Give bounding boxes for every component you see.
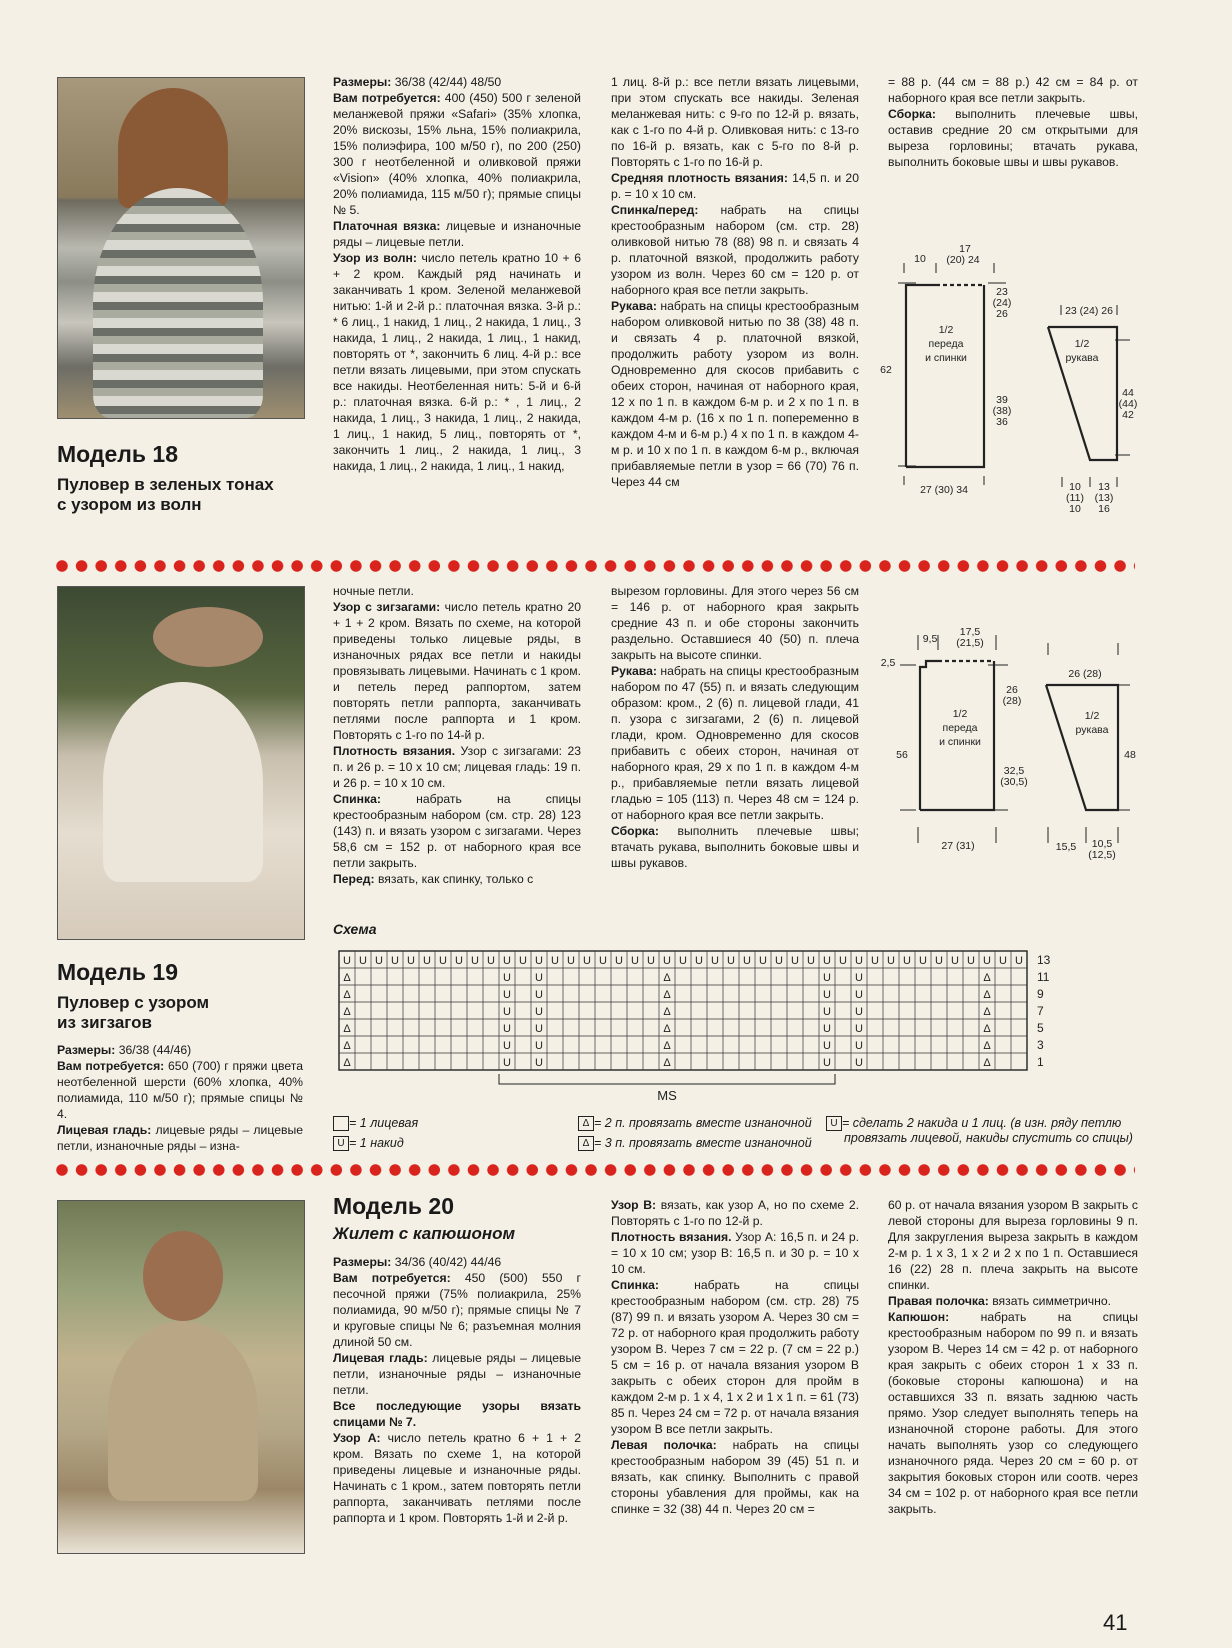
model18-pattern-diagram — [878, 245, 1138, 520]
chart-symbol-decrease: Δ — [983, 1023, 991, 1035]
chart-row-number: 13 — [1037, 953, 1051, 967]
chart-symbol-double-yo: U — [599, 955, 607, 967]
chart-symbol-double-yo: U — [487, 955, 495, 967]
schema-label: Схема — [333, 921, 377, 937]
paragraph-text: Узор А: 16,5 п. и 24 р. = 10 х 10 см; узор В: 16,5 п. и 30 р. = 10 х 10 см. — [611, 1230, 859, 1276]
paragraph-heading: Узор В: — [611, 1198, 657, 1212]
paragraph-text: 60 р. от начала вязания узором В закрыть с левой стороны для выреза горловины 9 п. Для закругления выреза закрыть в каждом 2-м р. 1 х 3, 1 х 2 и 2 х по 1 п. Оставшиеся 16 (22) 28 п. плеча закрыть на высоте спинки. — [888, 1198, 1138, 1292]
model19-subtitle-line2: из зигзагов — [57, 1013, 152, 1032]
paragraph — [611, 1229, 859, 1277]
chart-symbol-yarn-over: U — [535, 1023, 543, 1035]
chart-symbol-yarn-over: U — [535, 972, 543, 984]
d18-sleeve-l2: рукава — [1065, 352, 1099, 364]
d18-rb3: 36 — [996, 416, 1008, 428]
legend-yo: U = 1 накид — [333, 1136, 404, 1151]
model19-text-col1 — [333, 583, 581, 887]
d18-rb1: 39 — [996, 394, 1008, 406]
d18-rb2: (38) — [992, 405, 1012, 417]
chart-symbol-double-yo: U — [839, 955, 847, 967]
paragraph — [333, 791, 581, 871]
paragraph-heading: Капюшон: — [888, 1310, 950, 1324]
chart-symbol-yarn-over: U — [855, 1006, 863, 1018]
chart-symbol-double-yo: U — [711, 955, 719, 967]
paragraph-heading: Вам потребуется: — [333, 1271, 451, 1285]
d19-notch: 2,5 — [880, 657, 896, 669]
chart-symbol-decrease: Δ — [343, 1057, 351, 1069]
model18-subtitle-line2: с узором из волн — [57, 495, 202, 514]
paragraph-text: ночные петли. — [333, 584, 414, 598]
paragraph — [333, 218, 581, 250]
paragraph-text: выполнить плечевые швы; втачать рукава, выполнить боковые швы и швы рукавов. — [611, 824, 859, 870]
d18-rt1: 23 — [996, 286, 1008, 298]
model18-text-col2 — [611, 74, 859, 490]
paragraph-text: число петель кратно 6 + 1 + 2 кром. Вязать по схеме 1, на которой приведены лицевые и изнаночные ряды. Начинать с 1 кром., затем повторять петли раппорта, заканчивать петлями после раппорта и 1 кром. Повторять 1-й и 2-й р. — [333, 1431, 581, 1525]
k3tog-symbol-icon: Δ — [578, 1136, 594, 1151]
paragraph-heading: Плотность вязания. — [611, 1230, 732, 1244]
model18-title: Модель 18 — [57, 441, 179, 467]
legend-k2tog: Δ = 2 п. провязать вместе изнаночной — [578, 1116, 812, 1131]
model19-text-col2 — [611, 583, 859, 871]
paragraph — [888, 74, 1138, 106]
model19-text-left — [57, 1042, 303, 1154]
model19-subtitle — [57, 993, 209, 1033]
chart-row-number: 5 — [1037, 1021, 1044, 1035]
paragraph-text: вязать, как спинку, только с — [374, 872, 534, 886]
paragraph — [888, 1293, 1138, 1309]
paragraph-text: набрать на спицы крестообразным набором (см. стр. 28) 75 (87) 99 п. и вязать узором А. Через 30 см = 72 р. от наборного края продолжить работу узором В. Через 7 см = 22 р. (7 см = 22 р.) 5 см = 16 р. от начала вязания узором В закрыть с обеих сторон для пройм в каждом 2-м р. 1 х 4, 1 х 2 и 1 х 1 п. = 61 (73) 85 п. Через 24 см = 72 р. от начала вязания узором В все петли закрыть. — [611, 1278, 859, 1436]
d18-sb1-3: 10 — [1069, 503, 1081, 515]
d19-sleeve-l1: 1/2 — [1084, 710, 1100, 722]
paragraph-heading: Сборка: — [611, 824, 659, 838]
d18-body-l3: и спинки — [925, 352, 967, 364]
chart-symbol-yarn-over: U — [823, 1057, 831, 1069]
chart-symbol-double-yo: U — [695, 955, 703, 967]
chart-symbol-double-yo: U — [615, 955, 623, 967]
paragraph — [611, 170, 859, 202]
paragraph-text: 14,5 п. и 20 р. = 10 х 10 см. — [611, 171, 859, 201]
paragraph — [57, 1058, 303, 1122]
chart-symbol-double-yo: U — [743, 955, 751, 967]
chart-symbol-double-yo: U — [791, 955, 799, 967]
paragraph — [333, 871, 581, 887]
knitting-chart — [333, 948, 1093, 1106]
chart-symbol-yarn-over: U — [823, 1006, 831, 1018]
paragraph-text: лицевые и изнаночные ряды – лицевые петли. — [333, 219, 581, 249]
chart-symbol-decrease: Δ — [663, 1040, 671, 1052]
paragraph-heading: Вам потребуется: — [333, 91, 441, 105]
model20-text-col1 — [333, 1254, 581, 1526]
chart-symbol-yarn-over: U — [535, 1057, 543, 1069]
chart-symbol-double-yo: U — [871, 955, 879, 967]
chart-symbol-double-yo: U — [503, 955, 511, 967]
paragraph-heading: Спинка: — [333, 792, 381, 806]
model20-subtitle: Жилет с капюшоном — [333, 1224, 516, 1243]
paragraph-text: вязать симметрично. — [988, 1294, 1112, 1308]
paragraph — [888, 106, 1138, 170]
paragraph-text: 650 (700) г пряжи цвета неотбеленной шерсти (60% хлопка, 40% полиамида, 110 м/50 г); прямые спицы № 4. — [57, 1059, 303, 1121]
d18-sh2: (44) — [1118, 398, 1138, 410]
chart-symbol-decrease: Δ — [663, 1006, 671, 1018]
chart-symbol-double-yo: U — [887, 955, 895, 967]
paragraph — [333, 1270, 581, 1350]
paragraph — [611, 663, 859, 823]
chart-symbol-yarn-over: U — [503, 1057, 511, 1069]
d18-rt3: 26 — [996, 308, 1008, 320]
d19-body-l1: 1/2 — [952, 708, 968, 720]
paragraph-text: 36/38 (42/44) 48/50 — [391, 75, 502, 89]
chart-symbol-double-yo: U — [855, 955, 863, 967]
model20-title: Модель 20 — [333, 1193, 455, 1219]
paragraph-text: выполнить плечевые швы, оставив средние 20 см открытыми для выреза горловины; втачать рукава, выполнить боковые швы и швы рукавов. — [888, 107, 1138, 169]
chart-symbol-decrease: Δ — [983, 1057, 991, 1069]
model18-photo — [57, 77, 305, 419]
paragraph-text: лицевые ряды – лицевые петли, изнаночные ряды – изна- — [57, 1123, 303, 1153]
paragraph-heading: Сборка: — [888, 107, 936, 121]
yarn-over-symbol-icon: U — [333, 1136, 349, 1151]
paragraph-text: Узор с зигзагами: 23 п. и 26 р. = 10 х 10 см; лицевая гладь: 19 п. и 26 р. = 10 х 10 см. — [333, 744, 581, 790]
paragraph-heading: Лицевая гладь: — [57, 1123, 152, 1137]
d19-sleeve-h: 48 — [1124, 749, 1136, 761]
knit-symbol-icon — [333, 1116, 349, 1131]
paragraph-heading: Левая полочка: — [611, 1438, 717, 1452]
chart-repeat-label: MS — [657, 1088, 677, 1103]
chart-symbol-decrease: Δ — [663, 1023, 671, 1035]
chart-symbol-double-yo: U — [951, 955, 959, 967]
chart-grid-border — [339, 951, 1027, 1070]
paragraph-text: 34/36 (40/42) 44/46 — [391, 1255, 502, 1269]
d18-body-l2: переда — [928, 338, 964, 350]
paragraph — [333, 90, 581, 218]
paragraph-heading: Спинка: — [611, 1278, 659, 1292]
d19-body-l2: переда — [942, 722, 978, 734]
chart-symbol-double-yo: U — [983, 955, 991, 967]
paragraph-text: = 88 р. (44 см = 88 р.) 42 см = 84 р. от наборного края все петли закрыть. — [888, 75, 1138, 105]
chart-symbol-yarn-over: U — [855, 1057, 863, 1069]
paragraph-heading: Спинка/перед: — [611, 203, 699, 217]
paragraph-heading: Узор А: — [333, 1431, 381, 1445]
paragraph-heading: Рукава: — [611, 664, 657, 678]
chart-symbol-double-yo: U — [471, 955, 479, 967]
d19-height: 56 — [896, 749, 908, 761]
paragraph-heading: Узор из волн: — [333, 251, 417, 265]
paragraph-text: лицевые ряды – лицевые петли, изнаночные ряды – изнаночные петли. — [333, 1351, 581, 1397]
chart-symbol-decrease: Δ — [343, 1040, 351, 1052]
d18-sb1-1: 10 — [1069, 481, 1081, 493]
d18-sleeve-l1: 1/2 — [1074, 338, 1090, 350]
paragraph-text: 450 (500) 550 г песочной пряжи (75% полиакрила, 25% полиамида, 90 м/50 г); прямые спицы № 7 и круговые спицы № 6; разъемная молния длиной 50 см. — [333, 1271, 581, 1349]
d19-top-c: (21,5) — [956, 637, 984, 649]
chart-symbol-double-yo: U — [663, 955, 671, 967]
paragraph — [611, 74, 859, 170]
chart-symbol-decrease: Δ — [343, 989, 351, 1001]
legend-k3tog: Δ = 3 п. провязать вместе изнаночной — [578, 1136, 812, 1151]
paragraph-heading: Правая полочка: — [888, 1294, 989, 1308]
model19-title: Модель 19 — [57, 959, 179, 985]
model18-subtitle-line1: Пуловер в зеленых тонах — [57, 475, 274, 494]
chart-symbol-double-yo: U — [375, 955, 383, 967]
chart-symbol-yarn-over: U — [535, 989, 543, 1001]
paragraph — [611, 202, 859, 298]
d18-sleeve-top: 23 (24) 26 — [1065, 305, 1113, 317]
paragraph-heading: Плотность вязания. — [333, 744, 456, 758]
d18-top-a: 10 — [914, 253, 926, 265]
paragraph-heading: Размеры: — [333, 75, 392, 89]
chart-symbol-double-yo: U — [823, 955, 831, 967]
chart-symbol-yarn-over: U — [855, 1040, 863, 1052]
chart-symbol-yarn-over: U — [823, 1040, 831, 1052]
paragraph-text: набрать на спицы крестообразным набором по 99 п. и вязать узором В. Через 14 см = 42 р. от наборного края закрыть с обеих сторон 1 х 33 п. (боковые стороны капюшона) и на оставшихся 33 п. вязать заднюю часть прямо. Узор следует выполнять теперь на изнаночной стороне работы. Для этого начать выполнять узор со следующего изнаночного ряда. Через 20 см = 60 р. от закрытия боковых сторон или соотв. через 34 см = 102 р. от наборного края все петли закрыть. — [888, 1310, 1138, 1516]
paragraph — [611, 583, 859, 663]
chart-symbol-yarn-over: U — [535, 1006, 543, 1018]
chart-symbol-yarn-over: U — [823, 972, 831, 984]
chart-symbol-double-yo: U — [967, 955, 975, 967]
d18-rt2: (24) — [992, 297, 1012, 309]
d18-top-c: (20) 24 — [946, 254, 980, 266]
chart-symbol-double-yo: U — [647, 955, 655, 967]
d19-sb2-1: 10,5 — [1091, 838, 1113, 850]
chart-symbol-decrease: Δ — [983, 972, 991, 984]
chart-symbol-double-yo: U — [631, 955, 639, 967]
chart-symbol-decrease: Δ — [663, 989, 671, 1001]
chart-symbol-double-yo: U — [359, 955, 367, 967]
chart-symbol-double-yo: U — [343, 955, 351, 967]
paragraph-text: набрать на спицы крестообразным набором по 47 (55) п. и вязать следующим образом: кром., 2 (6) п. лицевой глади, 41 п. узора с зигзагами, 2 (6) п. лицевой глади, кром. Одновременно для скосов прибавить с обеих сторон, начиная от наборного края, 29 х по 1 п. в каждом 4-м р., прибавляемые петли вязать лицевой гладью = 105 (113) п. Через 48 см = 124 р. от наборного края все петли закрыть. — [611, 664, 859, 822]
model20-text-col2 — [611, 1197, 859, 1517]
chart-symbol-decrease: Δ — [343, 1006, 351, 1018]
chart-repeat-bracket — [499, 1074, 835, 1084]
chart-symbol-double-yo: U — [423, 955, 431, 967]
paragraph-heading: Рукава: — [611, 299, 657, 313]
chart-symbol-yarn-over: U — [855, 989, 863, 1001]
chart-row-number: 1 — [1037, 1055, 1044, 1069]
chart-symbol-double-yo: U — [391, 955, 399, 967]
d19-sleeve-top: 26 (28) — [1068, 668, 1102, 680]
d18-sb2-2: (13) — [1094, 492, 1114, 504]
paragraph — [611, 298, 859, 490]
chart-symbol-yarn-over: U — [503, 1040, 511, 1052]
legend-double-yo: U = сделать 2 накида и 1 лиц. (в изн. ряду петлю провязать лицевой, накиды спустить со спицы) — [826, 1116, 1136, 1145]
chart-symbol-double-yo: U — [551, 955, 559, 967]
chart-symbol-yarn-over: U — [503, 989, 511, 1001]
paragraph-text: вырезом горловины. Для этого через 56 см = 146 р. от наборного края закрыть средние 43 п. и обе стороны закончить раздельно. Оставшиеся 40 (50) п. плеча закрыть на высоте спинки. — [611, 584, 859, 662]
chart-symbol-double-yo: U — [775, 955, 783, 967]
d19-rb2: (30,5) — [1000, 776, 1028, 788]
chart-symbol-double-yo: U — [407, 955, 415, 967]
chart-symbol-decrease: Δ — [343, 1023, 351, 1035]
chart-symbol-decrease: Δ — [983, 1006, 991, 1018]
d19-rt1: 26 — [1006, 684, 1018, 696]
model18-subtitle — [57, 475, 274, 515]
paragraph — [611, 1197, 859, 1229]
d18-bottom: 27 (30) 34 — [920, 484, 968, 496]
paragraph — [333, 250, 581, 474]
paragraph — [333, 599, 581, 743]
chart-symbol-yarn-over: U — [855, 1023, 863, 1035]
paragraph-heading: Перед: — [333, 872, 375, 886]
paragraph-text: 1 лиц. 8-й р.: все петли вязать лицевыми, при этом спускать все накиды. Зеленая меланжевая нить: с 9-го по 12-й р. вязать, как с 1-го по 4-й р. Оливковая нить: с 13-го по 16-й р. вязать, как с 5-го по 8-й р. Повторять с 1-го по 16-й р. — [611, 75, 859, 169]
model20-text-col3 — [888, 1197, 1138, 1517]
legend-knit: = 1 лицевая — [333, 1116, 418, 1131]
chart-row-number: 3 — [1037, 1038, 1044, 1052]
paragraph-text: набрать на спицы крестообразным набором оливковой нитью по 38 (38) 48 п. и связать 4 р. платочной вязкой, продолжить работу узором из волн. Одновременно для скосов прибавить с обеих сторон, начиная от наборного края, 12 х по 1 п. в каждом 6-м р. и 2 х по 1 п. в каждом 4-м р. (16 х по 1 п. попеременно в каждом 4-м и 6-м р.) 4 х по 1 п. в каждом 4-м р. и 10 х по 1 п. в каждом 6-м р., включая прибавляемые петли в узор = 66 (70) 76 п. Через 44 см — [611, 299, 859, 489]
double-yo-symbol-icon: U — [826, 1116, 842, 1131]
d18-sb2-3: 16 — [1098, 503, 1110, 515]
chart-symbol-yarn-over: U — [503, 972, 511, 984]
paragraph — [888, 1309, 1138, 1517]
red-dot-divider-2 — [55, 1163, 1135, 1177]
chart-symbol-yarn-over: U — [823, 989, 831, 1001]
d19-bottom: 27 (31) — [941, 840, 975, 852]
paragraph-heading: Размеры: — [57, 1043, 116, 1057]
d18-body-l1: 1/2 — [938, 324, 954, 336]
d19-body-l3: и спинки — [939, 736, 981, 748]
paragraph — [333, 1350, 581, 1398]
paragraph-text: число петель кратно 20 + 1 + 2 кром. Вязать по схеме, на которой приведены только лицевые ряды, в изнаночных рядах все петли и накиды провязывать лицевыми. Начинать с 1 кром. и петель перед раппортом, затем повторять петли раппорта, заканчивать петлями после раппорта и 1 кром. Повторять с 1-го по 14-й р. — [333, 600, 582, 742]
chart-symbol-double-yo: U — [935, 955, 943, 967]
chart-symbol-double-yo: U — [1015, 955, 1023, 967]
paragraph-heading: Лицевая гладь: — [333, 1351, 428, 1365]
chart-symbol-yarn-over: U — [823, 1023, 831, 1035]
chart-symbol-decrease: Δ — [663, 972, 671, 984]
chart-symbol-double-yo: U — [439, 955, 447, 967]
chart-symbol-double-yo: U — [567, 955, 575, 967]
paragraph-text: 400 (450) 500 г зеленой меланжевой пряжи «Safari» (35% хлопка, 20% вискозы, 15% льна, 15% полиакрила, 15% полиэфира, 100 м/50 г), по 200 (250) 300 г неотбеленной и оливковой пряжи «Vision» (40% хлопка, 40% полиакрила, 20% полиамида, 115 м/50 г); прямые спицы № 5. — [333, 91, 581, 217]
chart-symbol-double-yo: U — [583, 955, 591, 967]
model20-photo — [57, 1200, 305, 1554]
chart-symbol-double-yo: U — [999, 955, 1007, 967]
chart-symbol-double-yo: U — [455, 955, 463, 967]
d18-height: 62 — [880, 364, 892, 376]
paragraph-text: набрать на спицы крестообразным набором (см. стр. 28) 123 (143) п. и вязать узором с зигзагами. Через 58,6 см = 152 р. от наборного края все петли закрыть. — [333, 792, 581, 870]
paragraph-text: набрать на спицы крестообразным набором (см. стр. 28) оливковой нитью 78 (88) 98 п. и связать 4 р. платочной вязкой, продолжить работу узором из волн. Через 60 см = 120 р. от наборного края все петли закрыть. — [611, 203, 859, 297]
paragraph — [611, 1437, 859, 1517]
d18-sb2-1: 13 — [1098, 481, 1110, 493]
chart-symbol-decrease: Δ — [343, 972, 351, 984]
chart-symbol-double-yo: U — [807, 955, 815, 967]
chart-symbol-double-yo: U — [759, 955, 767, 967]
paragraph — [57, 1042, 303, 1058]
paragraph — [333, 1430, 581, 1526]
paragraph-text: вязать, как узор А, но по схеме 2. Повторять с 1-го по 12-й р. — [611, 1198, 859, 1228]
chart-row-number: 7 — [1037, 1004, 1044, 1018]
paragraph-heading: Средняя плотность вязания: — [611, 171, 788, 185]
d18-sb1-2: (11) — [1066, 492, 1084, 504]
model19-photo — [57, 586, 305, 940]
paragraph — [333, 583, 581, 599]
chart-symbol-double-yo: U — [919, 955, 927, 967]
paragraph — [333, 1398, 581, 1430]
d19-top-b: 17,5 — [959, 626, 981, 638]
chart-symbol-double-yo: U — [535, 955, 543, 967]
d18-sh3: 42 — [1122, 409, 1134, 421]
chart-symbol-yarn-over: U — [855, 972, 863, 984]
paragraph-heading: Платочная вязка: — [333, 219, 441, 233]
paragraph-heading: Все последующие узоры вязать спицами № 7. — [333, 1399, 581, 1429]
paragraph-text: число петель кратно 10 + 6 + 2 кром. Каждый ряд начинать и заканчивать 1 кром. Зеленой меланжевой нитью: 1-й и 2-й р.: платочная вязка. 3-й р.: * 6 лиц., 1 накид, 1 лиц., 2 накида, 1 лиц., 3 накида, 1 лиц., 2 накида, 1 лиц., 1 накид, повторять от *, закончить 6 лиц. 4-й р.: все петли вязать лицевыми, при этом спускать все накиды. Неотбеленная нить: 5-й и 6-й р.: платочная вязка. 6-й р.: * , 1 лиц., 2 накида, 1 лиц., 3 накида, 1 лиц., 2 накида, 1 лиц., 1 накид, 5 лиц., повторять от *, закончить 1 лиц., 2 накида, 1 лиц., 3 накида, 1 лиц., 2 накида, 1 лиц., 1 накид, — [333, 251, 582, 473]
paragraph-heading: Размеры: — [333, 1255, 392, 1269]
paragraph-heading: Вам потребуется: — [57, 1059, 165, 1073]
paragraph — [888, 1197, 1138, 1293]
d18-top-b: 17 — [959, 245, 971, 255]
model18-text-col3 — [888, 74, 1138, 170]
model18-text-col1 — [333, 74, 581, 474]
d19-rb1: 32,5 — [1003, 765, 1025, 777]
chart-symbol-decrease: Δ — [983, 1040, 991, 1052]
paragraph — [611, 1277, 859, 1437]
paragraph — [57, 1122, 303, 1154]
d19-rt2: (28) — [1002, 695, 1022, 707]
k2tog-symbol-icon: Δ — [578, 1116, 594, 1131]
d19-sleeve-l2: рукава — [1075, 724, 1109, 736]
chart-symbol-yarn-over: U — [503, 1023, 511, 1035]
red-dot-divider-1 — [55, 559, 1135, 573]
chart-symbol-double-yo: U — [519, 955, 527, 967]
chart-symbol-decrease: Δ — [663, 1057, 671, 1069]
paragraph — [333, 743, 581, 791]
d19-top-a: 9,5 — [922, 633, 938, 645]
chart-row-number: 11 — [1037, 970, 1050, 984]
d18-sh1: 44 — [1122, 387, 1134, 399]
paragraph-text: набрать на спицы крестообразным набором 39 (45) 51 п. и вязать, как спинку. Выполнить с правой стороны убавления для проймы, как на спинке = 32 (38) 44 п. Через 20 см = — [611, 1438, 859, 1516]
model19-subtitle-line1: Пуловер с узором — [57, 993, 210, 1012]
paragraph — [611, 823, 859, 871]
schema-legend — [333, 1116, 1133, 1158]
page-number: 41 — [1103, 1610, 1128, 1635]
paragraph — [333, 74, 581, 90]
d19-sb1: 15,5 — [1055, 841, 1077, 853]
chart-row-number: 9 — [1037, 987, 1044, 1001]
model19-pattern-diagram — [878, 625, 1138, 865]
paragraph-heading: Узор с зигзагами: — [333, 600, 441, 614]
chart-symbol-yarn-over: U — [535, 1040, 543, 1052]
chart-symbol-double-yo: U — [727, 955, 735, 967]
chart-symbol-yarn-over: U — [503, 1006, 511, 1018]
paragraph — [333, 1254, 581, 1270]
chart-symbol-decrease: Δ — [983, 989, 991, 1001]
chart-symbol-double-yo: U — [903, 955, 911, 967]
d19-sb2-2: (12,5) — [1088, 849, 1116, 861]
chart-symbol-double-yo: U — [679, 955, 687, 967]
paragraph-text: 36/38 (44/46) — [115, 1043, 192, 1057]
